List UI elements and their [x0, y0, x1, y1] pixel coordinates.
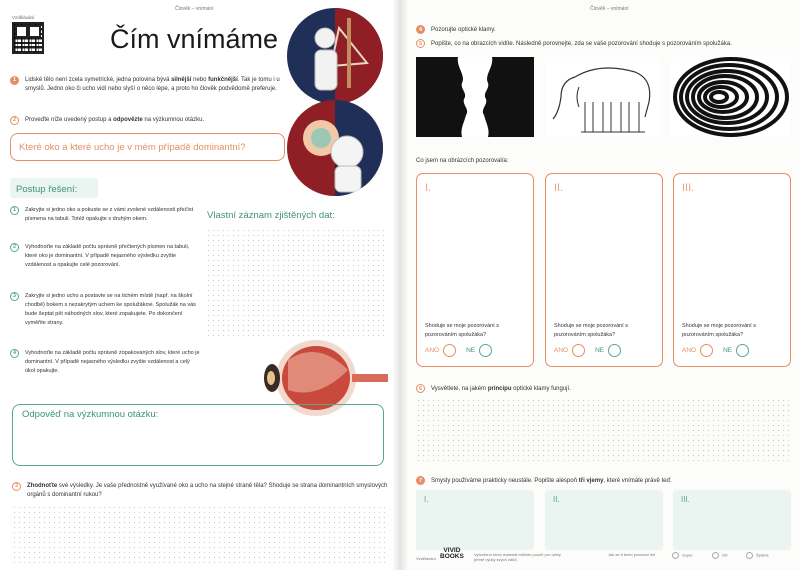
intro-paragraph: 1 Lidské tělo není zcela symetrické, jedna polovina bývá silnější nebo funkčnější. Tak je tomu i u smyslů. Jedno oko či ucho vidí nebo slyší o něco lépe, a proto ho člověk podvědomě preferuje. — [10, 76, 280, 94]
yes-no-choice — [425, 344, 492, 357]
step-text: Zakryjte si jedno ucho a postavte se na tichém místě (např. na školní chodbě) bokem s nezakrytým uchem ke spolužákovi. Spolužák na vás bude šeptat pět náhodných slov, které zopakujete. Po dokončení vyměňte strany. — [25, 293, 196, 326]
sense-card[interactable] — [545, 490, 663, 550]
step-number: 3 — [12, 482, 21, 491]
illusion-spiral — [671, 57, 791, 137]
instruction-explain: 6 Vysvětlete, na jakém principu optické klamy fungují. — [416, 384, 571, 393]
neutral-face-icon — [712, 552, 719, 559]
card-question: Shoduje se moje pozorování s pozorováním spolužáka? — [682, 323, 756, 338]
observation-card[interactable] — [545, 173, 663, 367]
instruction-senses: 7 Smysly používáme prakticky neustále. Popište alespoň tři vjemy, které vnímáte právě teď. — [416, 476, 672, 485]
book-gutter — [392, 0, 408, 570]
procedure-step — [10, 349, 200, 376]
yes-label: ANO — [682, 347, 697, 354]
qr-code[interactable] — [12, 22, 44, 54]
no-label: NE — [723, 347, 733, 354]
yes-label: ANO — [425, 347, 440, 354]
page-title: Čím vnímáme — [110, 24, 279, 54]
procedure-step — [10, 243, 200, 270]
step-number: 5 — [416, 39, 425, 48]
sad-face-icon — [746, 552, 753, 559]
record-title: Vlastní záznam zjištěných dat: — [207, 210, 335, 221]
feedback-bad[interactable]: Špatné — [746, 552, 769, 559]
step-number: 1 — [10, 206, 19, 215]
illustration-senses — [287, 8, 383, 104]
step-number: 1 — [10, 76, 19, 85]
footer-publisher-label: Vzdělávání — [416, 556, 436, 561]
observed-label: Co jsem na obrázcích pozoroval/a: — [416, 158, 509, 164]
step-text: Zakryjte si jedno oko a pokuste se z vámi zvolené vzdálenosti přečíst písmena na tabuli. Totéž opakujte s druhým okem. — [25, 207, 194, 222]
right-page — [400, 0, 800, 570]
corner-label: Vzdělávání — [12, 15, 35, 20]
no-label: NE — [466, 347, 476, 354]
card-number: II. — [553, 495, 560, 504]
illustration-ear — [287, 100, 383, 196]
step-number: 2 — [10, 243, 19, 252]
no-label: NE — [595, 347, 605, 354]
procedure-step — [10, 292, 200, 328]
step-number: 3 — [10, 292, 19, 301]
smile-icon — [672, 552, 679, 559]
card-number: II. — [554, 182, 564, 194]
card-question: Shoduje se moje pozorování s pozorováním spolužáka? — [554, 323, 628, 338]
observation-card[interactable] — [673, 173, 791, 367]
record-area[interactable] — [206, 228, 386, 338]
sense-card[interactable] — [416, 490, 534, 550]
evaluate-paragraph: 3 Zhodnoťte své výsledky. Je vaše přednostně využívané oko a ucho na stejné straně těla? Shoduje se strana dominantních smyslových orgánů s dominantní rukou? — [12, 482, 392, 500]
yes-no-choice — [682, 344, 749, 357]
research-question-box: Které oko a které ucho je v mém případě dominantní? — [10, 133, 285, 161]
instruction-observe: 4 Pozorujte optické klamy. — [416, 25, 496, 34]
task-paragraph: 2 Proveďte níže uvedený postup a odpovězte na výzkumnou otázku. — [10, 116, 280, 125]
vivid-books-logo: VIVID BOOKS — [440, 547, 464, 560]
card-number: III. — [681, 495, 690, 504]
answer-title: Odpověď na výzkumnou otázku: — [22, 409, 159, 420]
step-number: 4 — [10, 349, 19, 358]
sense-card[interactable] — [673, 490, 791, 550]
step-number: 6 — [416, 384, 425, 393]
illusion-faces-vase — [416, 57, 534, 137]
card-number: I. — [424, 495, 429, 504]
feedback-super[interactable]: Super — [672, 552, 693, 559]
page-header: Člověk – vnímání — [590, 6, 629, 12]
yes-radio[interactable] — [572, 344, 585, 357]
footer-note: Vytvořeno tento materiál můžete použít pro účely přímé výuky svých žáků. — [474, 552, 561, 562]
card-number: III. — [682, 182, 695, 194]
postup-title: Postup řešení: — [16, 184, 78, 195]
step-number: 7 — [416, 476, 425, 485]
feedback-ok[interactable]: OK — [712, 552, 728, 559]
illusion-elephant — [545, 57, 660, 137]
card-number: I. — [425, 182, 432, 194]
no-radio[interactable] — [736, 344, 749, 357]
no-radio[interactable] — [479, 344, 492, 357]
step-text: Vyhodnoťte na základě počtu správně přečtených písmen na tabuli, které oko je dominantní. V případě nejasného výsledku zvyšte vzdálenost a opakujte celé pozorování. — [25, 244, 190, 268]
yes-no-choice — [554, 344, 621, 357]
yes-radio[interactable] — [700, 344, 713, 357]
instruction-describe: 5 Popište, co na obrazcích vidíte. Následně porovnejte, zda se vaše pozorování shoduje s pozorováním spolužáka. — [416, 39, 732, 48]
step-text: Vyhodnoťte na základě počtu správně zopakovaných slov, které ucho je dominantní. V případě nejasného výsledku zvyšte vzdálenost a celý úkol opakujte. — [25, 350, 200, 374]
explain-answer-area[interactable] — [416, 398, 791, 462]
page-header: Člověk – vnímání — [175, 6, 214, 12]
yes-radio[interactable] — [443, 344, 456, 357]
card-question: Shoduje se moje pozorování s pozorováním spolužáka? — [425, 323, 499, 338]
feedback-prompt: Jak se ti tento pracovní list — [608, 552, 656, 557]
yes-label: ANO — [554, 347, 569, 354]
step-number: 2 — [10, 116, 19, 125]
observation-card[interactable] — [416, 173, 534, 367]
step-number: 4 — [416, 25, 425, 34]
evaluate-answer-area[interactable] — [12, 505, 387, 563]
no-radio[interactable] — [608, 344, 621, 357]
procedure-step — [10, 206, 200, 224]
